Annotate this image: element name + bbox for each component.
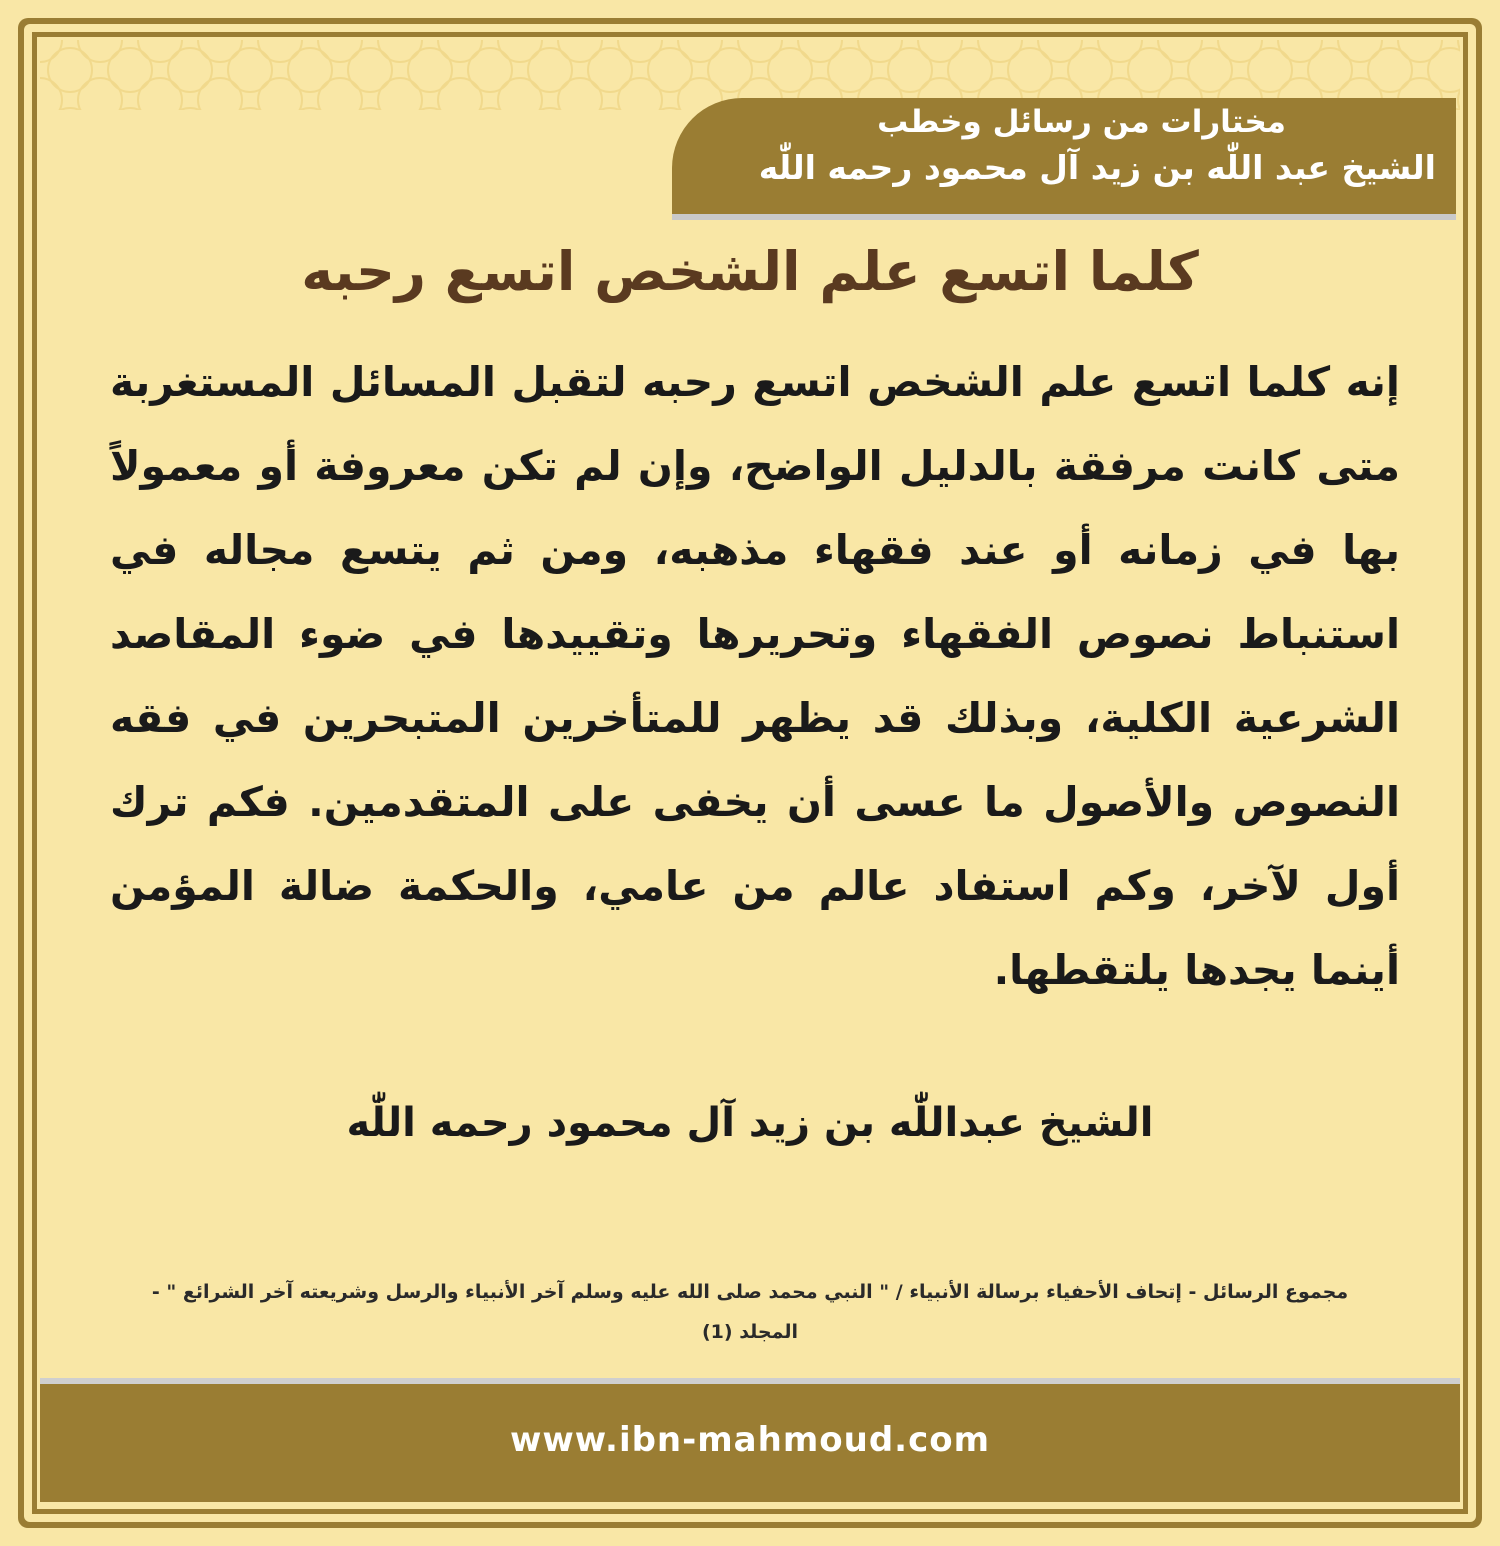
quote-body: إنه كلما اتسع علم الشخص اتسع رحبه لتقبل المسائل المستغربة متى كانت مرفقة بالدليل الواضح، وإن لم تكن معروفة أو معمولاً بها في زمانه أو عند فقهاء مذهبه، ومن ثم يتسع مجاله في استنباط نصوص الفقهاء وتحريرها وتقييدها في ضوء المقاصد الشرعية الكلية، وبذلك قد يظهر للمتأخرين المتبحرين في فقه النصوص والأصول ما عسى أن يخفى على المتقدمين. فكم ترك أول لآخر، وكم استفاد عالم من عامي، والحكمة ضالة المؤمن أينما يجدها يلتقطها. — [110, 358, 1400, 994]
quote-source: مجموع الرسائل - إتحاف الأحفياء برسالة الأنبياء / " النبي محمد صلى الله عليه وسلم آخر الأنبياء والرسل وشريعته آخر الشرائع " - المجلد (1) — [151, 1281, 1349, 1343]
quote-author: الشيخ عبداللّٰه بن زيد آل محمود رحمه اللّٰه — [346, 1100, 1154, 1146]
content-panel — [40, 40, 1460, 1378]
quote-title: كلما اتسع علم الشخص اتسع رحبه — [301, 240, 1199, 303]
series-title: مختارات من رسائل وخطب — [877, 104, 1286, 140]
website-url: www.ibn-mahmoud.com — [509, 1420, 991, 1460]
header-band — [672, 98, 1456, 214]
footer-band — [40, 1384, 1460, 1502]
series-author: الشيخ عبد اللّٰه بن زيد آل محمود رحمه اللّٰه — [758, 148, 1436, 187]
